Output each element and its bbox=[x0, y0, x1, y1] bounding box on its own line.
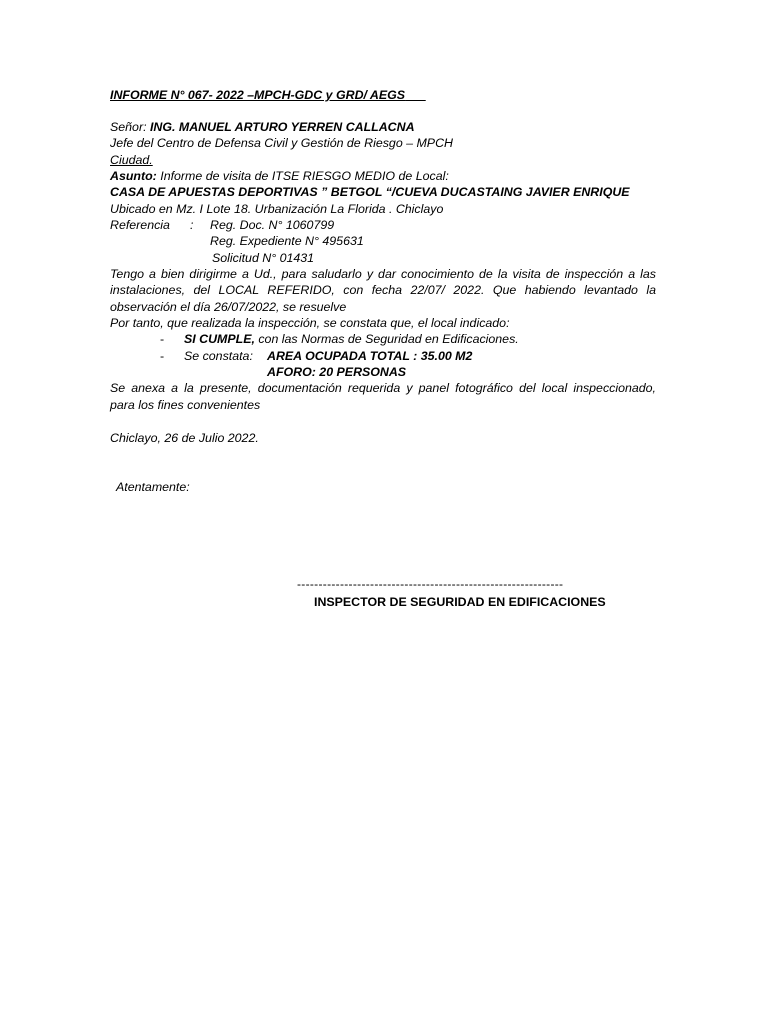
subject-line bbox=[110, 168, 656, 184]
body-paragraph-line: observación el día 26/07/2022, se resuelve bbox=[110, 300, 347, 314]
recipient-name: ING. MANUEL ARTURO YERREN CALLACNA bbox=[149, 120, 415, 134]
area-ocupada-total: AREA OCUPADA TOTAL : 35.00 M2 bbox=[267, 349, 473, 363]
recipient-line bbox=[110, 119, 656, 135]
signature-line: -------------------------------------------------------------- bbox=[297, 577, 564, 591]
body-paragraph-line: instalaciones, del LOCAL REFERIDO, con fecha 22/07/ 2022. Que habiendo levantado la bbox=[110, 283, 656, 297]
reference-colon: : bbox=[190, 218, 194, 232]
document-title-text: INFORME N° 067- 2022 –MPCH-GDC y GRD/ AEGS bbox=[110, 88, 406, 102]
establishment-name: CASA DE APUESTAS DEPORTIVAS ” BETGOL “/CUEVA DUCASTAING JAVIER ENRIQUE bbox=[110, 185, 630, 199]
bullet-dash: - bbox=[160, 349, 165, 363]
closing-line: Se anexa a la presente, documentación requerida y panel fotográfico del local inspeccionado, bbox=[110, 381, 656, 395]
reference-item: Reg. Expediente N° 495631 bbox=[210, 234, 364, 248]
recipient-position: Jefe del Centro de Defensa Civil y Gestión de Riesgo – MPCH bbox=[110, 136, 453, 150]
inspection-intro: Por tanto, que realizada la inspección, se constata que, el local indicado: bbox=[110, 316, 510, 330]
reference-label: Referencia bbox=[110, 218, 170, 232]
closing-line: para los fines convenientes bbox=[110, 398, 261, 412]
reference-item: Reg. Doc. N° 1060799 bbox=[210, 218, 335, 232]
bullet-si-cumple-bold: SI CUMPLE, bbox=[184, 332, 255, 346]
signature-title: INSPECTOR DE SEGURIDAD EN EDIFICACIONES bbox=[314, 595, 606, 609]
subject-text: Informe de visita de ITSE RIESGO MEDIO de Local: bbox=[156, 169, 449, 183]
subject-label: Asunto: bbox=[110, 169, 157, 183]
bullet-si-cumple-text: con las Normas de Seguridad en Edificaciones. bbox=[254, 332, 519, 346]
recipient-city: Ciudad. bbox=[110, 153, 153, 167]
recipient-prefix: Señor: bbox=[110, 120, 150, 134]
reference-item: Solicitud N° 01431 bbox=[212, 251, 315, 265]
bullet-si-cumple bbox=[160, 331, 660, 347]
body-paragraph-line: Tengo a bien dirigirme a Ud., para saludarlo y dar conocimiento de la visita de inspección a las bbox=[110, 267, 656, 281]
document-date: Chiclayo, 26 de Julio 2022. bbox=[110, 431, 259, 445]
bullet-dash: - bbox=[160, 332, 165, 346]
reference-line-1 bbox=[110, 217, 656, 233]
bullet-constata-label: Se constata: bbox=[184, 349, 253, 363]
document-title bbox=[110, 87, 656, 103]
aforo: AFORO: 20 PERSONAS bbox=[267, 365, 407, 379]
bullet-constata bbox=[160, 348, 660, 364]
farewell: Atentamente: bbox=[116, 480, 190, 494]
establishment-location: Ubicado en Mz. I Lote 18. Urbanización La Florida . Chiclayo bbox=[110, 202, 444, 216]
